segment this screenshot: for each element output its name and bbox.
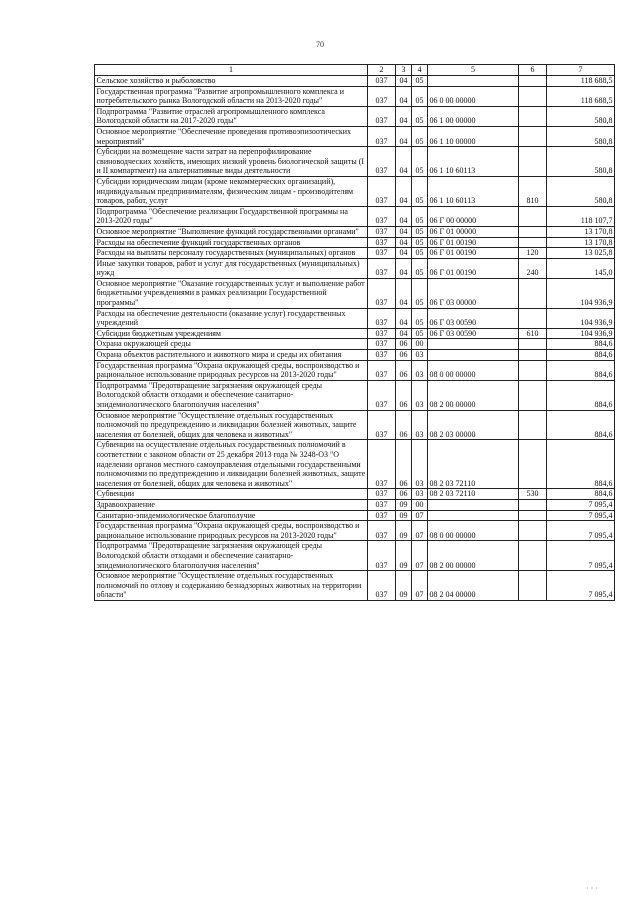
row-subsection-cell: 05	[412, 86, 428, 106]
row-target-article-cell	[428, 339, 519, 350]
row-expense-type-cell	[519, 350, 547, 361]
row-section-cell: 04	[396, 86, 412, 106]
row-amount-cell: 580,8	[547, 176, 615, 206]
row-ministry-cell: 037	[368, 440, 396, 489]
row-name-cell: Охрана окружающей среды	[95, 339, 368, 350]
row-section-cell: 04	[396, 176, 412, 206]
row-amount-cell: 7 095,4	[547, 541, 615, 571]
row-target-article-cell: 06 Г 01 00190	[428, 248, 519, 259]
row-expense-type-cell	[519, 147, 547, 177]
row-amount-cell: 884,6	[547, 350, 615, 361]
row-name-cell: Основное мероприятие "Оказание государственных услуг и выполнение работ бюджетными учреждениями в рамках реализации Государственной программы"	[95, 278, 368, 308]
row-target-article-cell: 08 2 03 72110	[428, 489, 519, 500]
row-section-cell: 06	[396, 350, 412, 361]
row-subsection-cell: 03	[412, 440, 428, 489]
row-amount-cell: 884,6	[547, 360, 615, 380]
row-target-article-cell: 08 2 03 00000	[428, 410, 519, 440]
row-subsection-cell: 05	[412, 76, 428, 87]
row-name-cell: Основное мероприятие "Обеспечение проведения противоэпизоотических мероприятий"	[95, 126, 368, 146]
row-subsection-cell: 05	[412, 106, 428, 126]
table-row	[95, 510, 615, 521]
table-row	[95, 226, 615, 237]
row-amount-cell: 884,6	[547, 440, 615, 489]
column-header-expense-type: 6	[519, 65, 547, 76]
row-section-cell: 06	[396, 360, 412, 380]
row-ministry-cell: 037	[368, 206, 396, 226]
row-target-article-cell: 06 Г 03 00000	[428, 278, 519, 308]
row-amount-cell: 7 095,4	[547, 521, 615, 541]
row-name-cell: Здравоохранение	[95, 499, 368, 510]
table-row	[95, 147, 615, 177]
row-subsection-cell: 05	[412, 176, 428, 206]
row-expense-type-cell	[519, 571, 547, 601]
table-row	[95, 571, 615, 601]
row-target-article-cell: 08 2 04 00000	[428, 571, 519, 601]
column-header-section: 3	[396, 65, 412, 76]
row-ministry-cell: 037	[368, 510, 396, 521]
row-section-cell: 04	[396, 278, 412, 308]
row-amount-cell: 884,6	[547, 410, 615, 440]
row-target-article-cell	[428, 510, 519, 521]
row-section-cell: 04	[396, 328, 412, 339]
row-amount-cell: 580,8	[547, 126, 615, 146]
corner-mark: · · ·	[586, 884, 598, 893]
row-ministry-cell: 037	[368, 571, 396, 601]
budget-table	[94, 64, 615, 601]
row-target-article-cell: 06 1 00 00000	[428, 106, 519, 126]
column-header-subsection: 4	[412, 65, 428, 76]
row-subsection-cell: 07	[412, 571, 428, 601]
table-row	[95, 350, 615, 361]
row-target-article-cell: 06 Г 01 00190	[428, 237, 519, 248]
row-target-article-cell: 06 Г 03 00590	[428, 328, 519, 339]
row-ministry-cell: 037	[368, 76, 396, 87]
row-amount-cell: 118 107,7	[547, 206, 615, 226]
column-header-name: 1	[95, 65, 368, 76]
column-header-ministry: 2	[368, 65, 396, 76]
row-amount-cell: 145,0	[547, 258, 615, 278]
table-body	[95, 76, 615, 601]
row-subsection-cell: 05	[412, 226, 428, 237]
row-amount-cell: 580,8	[547, 147, 615, 177]
row-name-cell: Основное мероприятие "Выполнение функций государственными органами"	[95, 226, 368, 237]
row-ministry-cell: 037	[368, 350, 396, 361]
row-name-cell: Иные закупки товаров, работ и услуг для государственных (муниципальных) нужд	[95, 258, 368, 278]
row-ministry-cell: 037	[368, 126, 396, 146]
table-row	[95, 308, 615, 328]
row-section-cell: 04	[396, 237, 412, 248]
row-name-cell: Сельское хозяйство и рыболовство	[95, 76, 368, 87]
row-target-article-cell: 08 0 00 00000	[428, 360, 519, 380]
row-ministry-cell: 037	[368, 106, 396, 126]
row-expense-type-cell: 120	[519, 248, 547, 259]
table-row	[95, 380, 615, 410]
table-row	[95, 499, 615, 510]
table-row	[95, 440, 615, 489]
row-name-cell: Подпрограмма "Предотвращение загрязнения окружающей среды Вологодской области отходами и обеспечение санитарно-эпидемиологического благополучия населения"	[95, 380, 368, 410]
row-expense-type-cell	[519, 237, 547, 248]
row-expense-type-cell	[519, 106, 547, 126]
table-row	[95, 86, 615, 106]
table-header-row	[95, 65, 615, 76]
row-name-cell: Основное мероприятие "Осуществление отдельных государственных полномочий по отлову и содержанию безнадзорных животных на территории области"	[95, 571, 368, 601]
row-expense-type-cell	[519, 440, 547, 489]
row-expense-type-cell	[519, 86, 547, 106]
row-target-article-cell: 08 2 03 72110	[428, 440, 519, 489]
row-name-cell: Основное мероприятие "Осуществление отдельных государственных полномочий по предупреждению и ликвидации болезней животных, защите населения от болезней, общих для человека и животных"	[95, 410, 368, 440]
row-subsection-cell: 05	[412, 237, 428, 248]
row-ministry-cell: 037	[368, 258, 396, 278]
row-target-article-cell: 08 0 00 00000	[428, 521, 519, 541]
row-target-article-cell: 08 2 00 00000	[428, 380, 519, 410]
table-row	[95, 258, 615, 278]
row-expense-type-cell: 610	[519, 328, 547, 339]
row-target-article-cell: 06 1 10 00000	[428, 126, 519, 146]
row-expense-type-cell	[519, 76, 547, 87]
row-subsection-cell: 05	[412, 126, 428, 146]
row-name-cell: Субвенции на осуществление отдельных государственных полномочий в соответствии с законом области от 25 декабря 2013 года № 3248-ОЗ "О наделении органов местного самоуправления отдельными государственными полномочиями по предупреждению и ликвидации болезней животных, защите населения от болезней, общих для человека и животных"	[95, 440, 368, 489]
row-subsection-cell: 03	[412, 360, 428, 380]
row-amount-cell: 7 095,4	[547, 510, 615, 521]
row-target-article-cell: 06 Г 03 00590	[428, 308, 519, 328]
row-amount-cell: 580,8	[547, 106, 615, 126]
table-row	[95, 206, 615, 226]
table-row	[95, 237, 615, 248]
row-section-cell: 06	[396, 410, 412, 440]
row-ministry-cell: 037	[368, 339, 396, 350]
row-subsection-cell: 05	[412, 248, 428, 259]
row-subsection-cell: 00	[412, 339, 428, 350]
row-target-article-cell: 06 1 10 60113	[428, 147, 519, 177]
table-row	[95, 278, 615, 308]
row-subsection-cell: 07	[412, 541, 428, 571]
row-target-article-cell	[428, 76, 519, 87]
row-name-cell: Расходы на обеспечение функций государственных органов	[95, 237, 368, 248]
row-name-cell: Расходы на обеспечение деятельности (оказание услуг) государственных учреждений	[95, 308, 368, 328]
row-subsection-cell: 03	[412, 489, 428, 500]
table-row	[95, 339, 615, 350]
row-section-cell: 04	[396, 126, 412, 146]
row-section-cell: 09	[396, 571, 412, 601]
row-expense-type-cell: 240	[519, 258, 547, 278]
row-section-cell: 04	[396, 76, 412, 87]
row-expense-type-cell: 530	[519, 489, 547, 500]
row-name-cell: Охрана объектов растительного и животного мира и среды их обитания	[95, 350, 368, 361]
row-section-cell: 06	[396, 339, 412, 350]
row-section-cell: 09	[396, 499, 412, 510]
table-row	[95, 126, 615, 146]
row-amount-cell: 104 936,9	[547, 328, 615, 339]
column-header-amount: 7	[547, 65, 615, 76]
row-target-article-cell	[428, 350, 519, 361]
row-name-cell: Государственная программа "Развитие агропромышленного комплекса и потребительского рынка Вологодской области на 2013-2020 годы"	[95, 86, 368, 106]
table-row	[95, 328, 615, 339]
row-expense-type-cell	[519, 499, 547, 510]
row-section-cell: 09	[396, 541, 412, 571]
row-amount-cell: 884,6	[547, 339, 615, 350]
row-subsection-cell: 05	[412, 278, 428, 308]
row-amount-cell: 104 936,9	[547, 278, 615, 308]
row-subsection-cell: 03	[412, 410, 428, 440]
row-section-cell: 04	[396, 106, 412, 126]
row-expense-type-cell	[519, 360, 547, 380]
table-row	[95, 360, 615, 380]
table-row	[95, 489, 615, 500]
table-row	[95, 521, 615, 541]
row-subsection-cell: 03	[412, 350, 428, 361]
row-target-article-cell: 06 0 00 00000	[428, 86, 519, 106]
row-ministry-cell: 037	[368, 176, 396, 206]
row-expense-type-cell	[519, 380, 547, 410]
row-section-cell: 06	[396, 489, 412, 500]
table-row	[95, 410, 615, 440]
row-expense-type-cell	[519, 308, 547, 328]
row-expense-type-cell	[519, 226, 547, 237]
row-amount-cell: 7 095,4	[547, 571, 615, 601]
row-amount-cell: 13 025,8	[547, 248, 615, 259]
row-subsection-cell: 05	[412, 328, 428, 339]
row-name-cell: Расходы на выплаты персоналу государственных (муниципальных) органов	[95, 248, 368, 259]
row-target-article-cell: 06 Г 00 00000	[428, 206, 519, 226]
row-section-cell: 04	[396, 226, 412, 237]
row-ministry-cell: 037	[368, 278, 396, 308]
row-name-cell: Субвенции	[95, 489, 368, 500]
page-number: 70	[316, 40, 324, 49]
row-ministry-cell: 037	[368, 328, 396, 339]
row-subsection-cell: 05	[412, 206, 428, 226]
row-target-article-cell	[428, 499, 519, 510]
row-name-cell: Подпрограмма "Предотвращение загрязнения окружающей среды Вологодской области отходами и обеспечение санитарно-эпидемиологического благополучия населения"	[95, 541, 368, 571]
row-section-cell: 04	[396, 206, 412, 226]
row-amount-cell: 13 170,8	[547, 237, 615, 248]
table-row	[95, 106, 615, 126]
table-row	[95, 541, 615, 571]
row-section-cell: 09	[396, 510, 412, 521]
row-ministry-cell: 037	[368, 308, 396, 328]
row-target-article-cell: 06 Г 01 00190	[428, 258, 519, 278]
row-ministry-cell: 037	[368, 147, 396, 177]
row-name-cell: Государственная программа "Охрана окружающей среды, воспроизводство и рациональное использование природных ресурсов на 2013-2020 годы"	[95, 521, 368, 541]
table-row	[95, 76, 615, 87]
row-subsection-cell: 03	[412, 380, 428, 410]
row-amount-cell: 13 170,8	[547, 226, 615, 237]
row-expense-type-cell: 810	[519, 176, 547, 206]
row-subsection-cell: 07	[412, 521, 428, 541]
row-section-cell: 09	[396, 521, 412, 541]
row-section-cell: 04	[396, 308, 412, 328]
row-subsection-cell: 07	[412, 510, 428, 521]
row-amount-cell: 884,6	[547, 380, 615, 410]
row-name-cell: Государственная программа "Охрана окружающей среды, воспроизводство и рациональное использование природных ресурсов на 2013-2020 годы"	[95, 360, 368, 380]
column-header-target-article: 5	[428, 65, 519, 76]
row-ministry-cell: 037	[368, 499, 396, 510]
row-expense-type-cell	[519, 339, 547, 350]
row-expense-type-cell	[519, 521, 547, 541]
row-ministry-cell: 037	[368, 360, 396, 380]
table-row	[95, 176, 615, 206]
row-section-cell: 06	[396, 440, 412, 489]
row-amount-cell: 118 688,5	[547, 76, 615, 87]
row-name-cell: Субсидии на возмещение части затрат на перепрофилирование свиноводческих хозяйств, имеющих низкий уровень биологической защиты (I и II компартмент) на альтернативные виды деятельности	[95, 147, 368, 177]
row-ministry-cell: 037	[368, 248, 396, 259]
row-amount-cell: 7 095,4	[547, 499, 615, 510]
row-section-cell: 06	[396, 380, 412, 410]
row-expense-type-cell	[519, 510, 547, 521]
row-amount-cell: 884,6	[547, 489, 615, 500]
row-ministry-cell: 037	[368, 489, 396, 500]
row-ministry-cell: 037	[368, 380, 396, 410]
row-target-article-cell: 08 2 00 00000	[428, 541, 519, 571]
row-expense-type-cell	[519, 541, 547, 571]
row-expense-type-cell	[519, 206, 547, 226]
row-name-cell: Подпрограмма "Развитие отраслей агропромышленного комплекса Вологодской области на 2017-2020 годы"	[95, 106, 368, 126]
row-name-cell: Субсидии бюджетным учреждениям	[95, 328, 368, 339]
row-section-cell: 04	[396, 147, 412, 177]
row-name-cell: Субсидии юридическим лицам (кроме некоммерческих организаций), индивидуальным предпринимателям, физическим лицам - производителям товаров, работ, услуг	[95, 176, 368, 206]
row-section-cell: 04	[396, 248, 412, 259]
row-ministry-cell: 037	[368, 541, 396, 571]
row-name-cell: Санитарно-эпидемиологическое благополучие	[95, 510, 368, 521]
row-ministry-cell: 037	[368, 86, 396, 106]
table-row	[95, 248, 615, 259]
row-subsection-cell: 05	[412, 258, 428, 278]
row-section-cell: 04	[396, 258, 412, 278]
row-subsection-cell: 00	[412, 499, 428, 510]
row-ministry-cell: 037	[368, 237, 396, 248]
row-name-cell: Подпрограмма "Обеспечение реализации Государственной программы на 2013-2020 годы"	[95, 206, 368, 226]
row-ministry-cell: 037	[368, 410, 396, 440]
row-expense-type-cell	[519, 278, 547, 308]
row-subsection-cell: 05	[412, 147, 428, 177]
row-subsection-cell: 05	[412, 308, 428, 328]
row-ministry-cell: 037	[368, 521, 396, 541]
row-ministry-cell: 037	[368, 226, 396, 237]
row-amount-cell: 118 688,5	[547, 86, 615, 106]
row-amount-cell: 104 936,9	[547, 308, 615, 328]
row-target-article-cell: 06 1 10 60113	[428, 176, 519, 206]
row-expense-type-cell	[519, 126, 547, 146]
row-target-article-cell: 06 Г 01 00000	[428, 226, 519, 237]
row-expense-type-cell	[519, 410, 547, 440]
